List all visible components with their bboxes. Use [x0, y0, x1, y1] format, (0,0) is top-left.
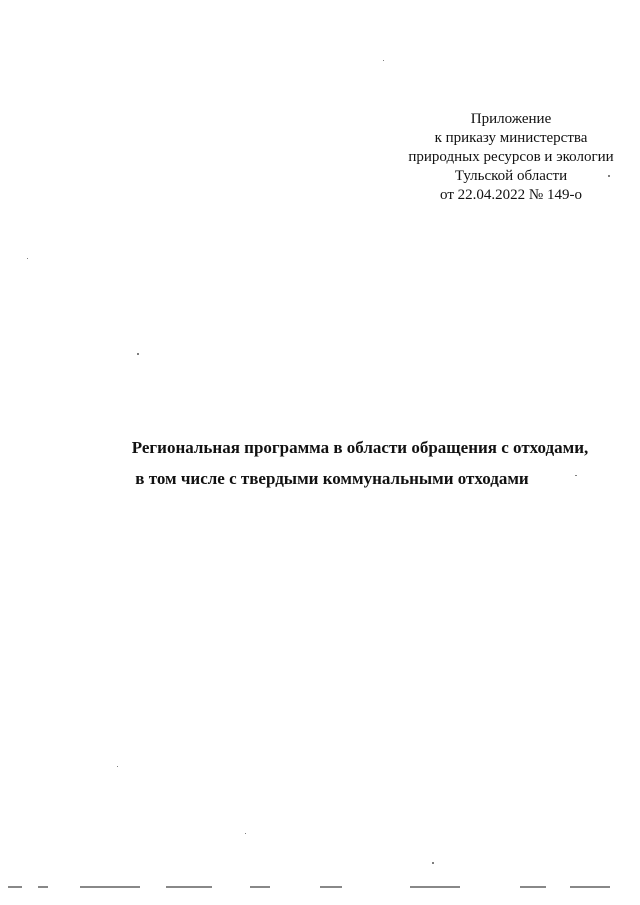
document-title-line-2: в том числе с твердыми коммунальными отходами [135, 469, 529, 488]
scan-speck [27, 258, 28, 259]
scan-speck [575, 475, 577, 476]
appendix-header [380, 110, 640, 205]
appendix-order-ref: к приказу министерства [434, 130, 588, 146]
scan-artifact-strip [0, 886, 640, 890]
appendix-ministry-name: природных ресурсов и экологии [408, 149, 614, 165]
scan-speck [117, 766, 118, 767]
scan-speck [608, 175, 610, 177]
appendix-date-number: от 22.04.2022 № 149-о [440, 187, 582, 203]
appendix-label: Приложение [470, 111, 552, 127]
scan-speck [137, 353, 139, 355]
scan-speck [432, 862, 434, 864]
document-title-line-1: Региональная программа в области обращения с отходами, [131, 438, 589, 457]
scan-speck [245, 833, 246, 834]
appendix-region: Тульской области [454, 168, 568, 184]
scan-speck [383, 60, 384, 61]
